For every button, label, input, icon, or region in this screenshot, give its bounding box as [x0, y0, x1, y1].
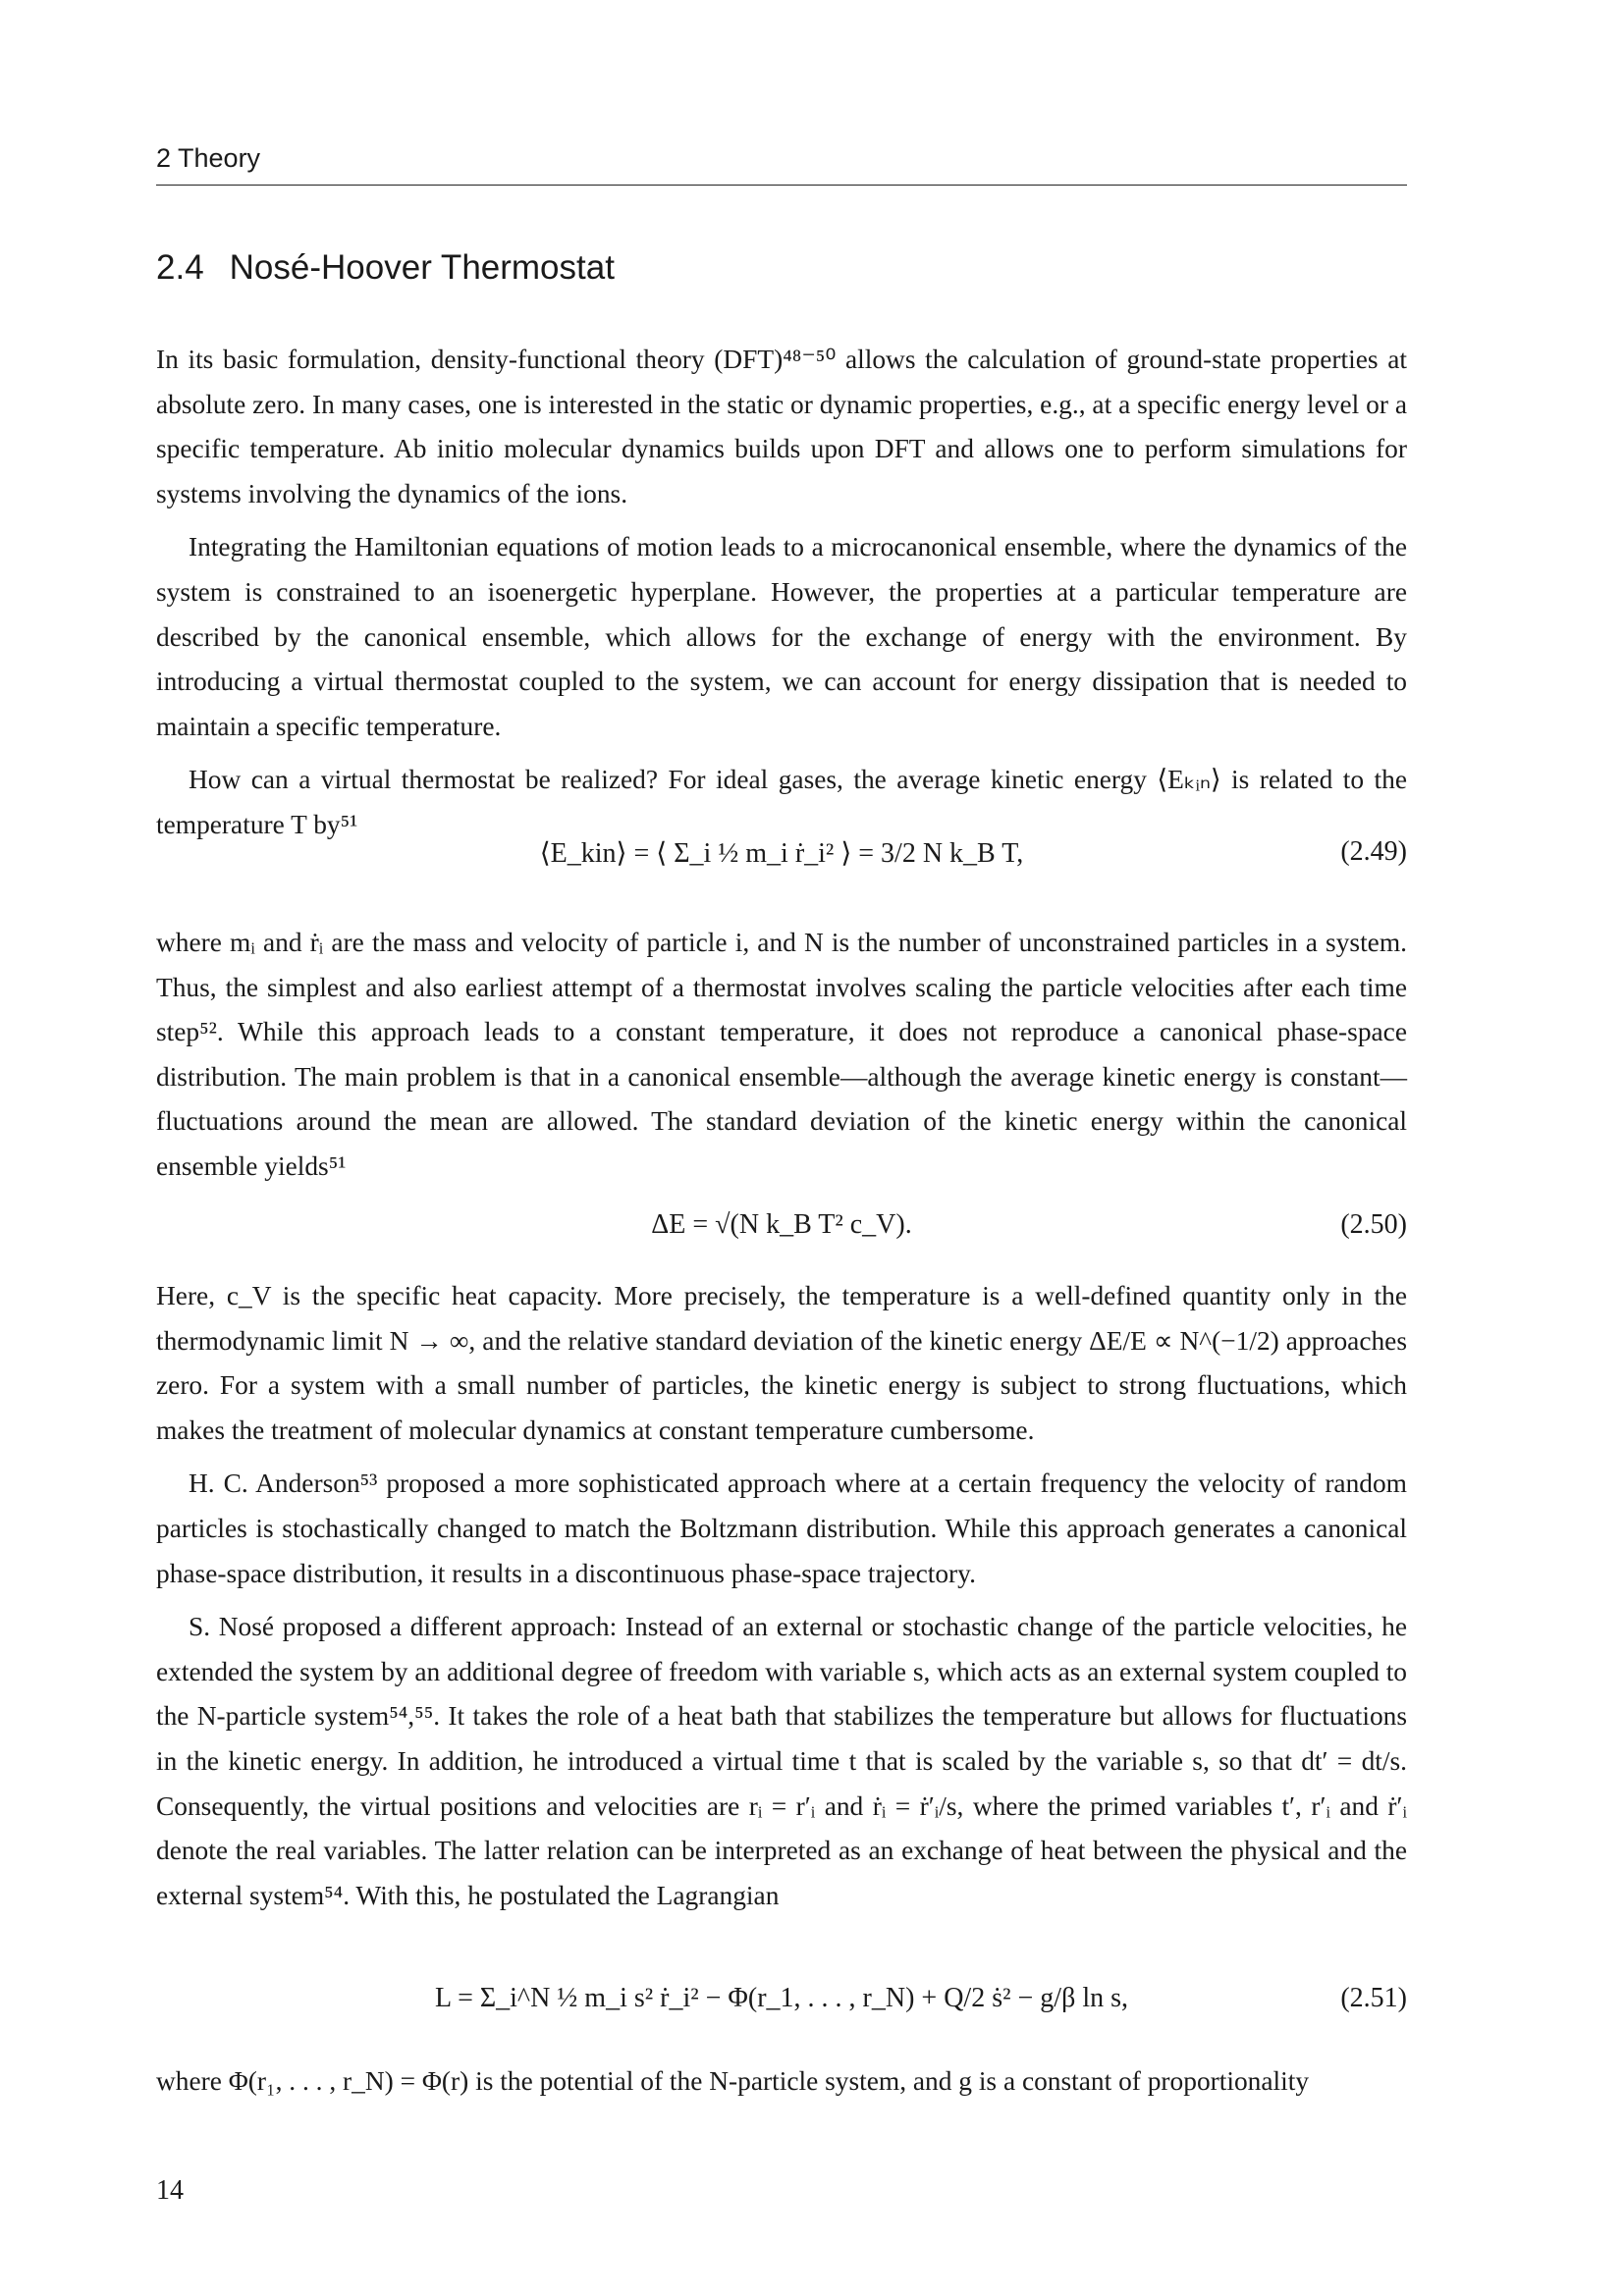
header-rule	[156, 185, 1407, 186]
text-block-1	[156, 338, 1407, 857]
text-block-3	[156, 1274, 1407, 1927]
equation-body: ⟨E_kin⟩ = ⟨ Σ_i ½ m_i ṙ_i² ⟩ = 3/2 N k_B T,	[539, 838, 1024, 869]
equation-label: (2.50)	[1340, 1209, 1407, 1240]
equation-label: (2.51)	[1340, 1983, 1407, 2013]
equation-body: ΔE = √(N k_B T² c_V).	[651, 1209, 912, 1240]
paragraph-8: where Φ(r₁, . . . , r_N) = Φ(r) is the potential of the N-particle system, and g is a constant of proportionality	[156, 2066, 1310, 2096]
running-header: 2 Theory	[156, 143, 261, 173]
paragraph-4: where mᵢ and ṙᵢ are the mass and velocity of particle i, and N is the number of unconstrained particles in a system. Thus, the simplest and also earliest attempt of a thermostat involves scaling the particle velocities after each time step⁵². While this approach leads to a constant temperature, it does not reproduce a canonical phase-space distribution. The main problem is that in a canonical ensemble—although the average kinetic energy is constant—fluctuations around the mean are allowed. The standard deviation of the kinetic energy within the canonical ensemble yields⁵¹	[156, 928, 1407, 1181]
equation-label: (2.49)	[1340, 836, 1407, 867]
paragraph-6: H. C. Anderson⁵³ proposed a more sophisticated approach where at a certain frequency the velocity of random particles is stochastically changed to match the Boltzmann distribution. While this approach generates a canonical phase-space distribution, it results in a discontinuous phase-space trajectory.	[156, 1468, 1407, 1588]
paragraph-3: How can a virtual thermostat be realized? For ideal gases, the average kinetic energy ⟨Eₖᵢₙ⟩ is related to the temperature T by⁵¹	[156, 765, 1407, 839]
paragraph-1: In its basic formulation, density-functional theory (DFT)⁴⁸⁻⁵⁰ allows the calculation of ground-state properties at absolute zero. In many cases, one is interested in the static or dynamic properties, e.g., at a specific energy level or a specific temperature. Ab initio molecular dynamics builds upon DFT and allows one to perform simulations for systems involving the dynamics of the ions.	[156, 345, 1407, 508]
paragraph-2: Integrating the Hamiltonian equations of motion leads to a microcanonical ensemble, where the dynamics of the system is constrained to an isoenergetic hyperplane. However, the properties at a particular temperature are described by the canonical ensemble, which allows for the exchange of energy with the environment. By introducing a virtual thermostat coupled to the system, we can account for energy dissipation that is needed to maintain a specific temperature.	[156, 532, 1407, 741]
text-block-4	[156, 2059, 1407, 2113]
equation-body: L = Σ_i^N ½ m_i s² ṙ_i² − Φ(r_1, . . . , r_N) + Q/2 ṡ² − g/β ln s,	[435, 1983, 1128, 2013]
text-block-2	[156, 921, 1407, 1199]
equation-2-50	[156, 1209, 1407, 1268]
section-heading	[156, 248, 615, 288]
paragraph-5: Here, c_V is the specific heat capacity. More precisely, the temperature is a well-defined quantity only in the thermodynamic limit N → ∞, and the relative standard deviation of the kinetic energy ΔE/E ∝ N^(−1/2) approaches zero. For a system with a small number of particles, the kinetic energy is subject to strong fluctuations, which makes the treatment of molecular dynamics at constant temperature cumbersome.	[156, 1281, 1407, 1445]
section-number: 2.4	[156, 248, 204, 287]
paragraph-7: S. Nosé proposed a different approach: Instead of an external or stochastic change of the particle velocities, he extended the system by an additional degree of freedom with variable s, which acts as an external system coupled to the N-particle system⁵⁴,⁵⁵. It takes the role of a heat bath that stabilizes the temperature but allows for fluctuations in the kinetic energy. In addition, he introduced a virtual time t that is scaled by the variable s, so that dt′ = dt/s. Consequently, the virtual positions and velocities are rᵢ = r′ᵢ and ṙᵢ = ṙ′ᵢ/s, where the primed variables t′, r′ᵢ and ṙ′ᵢ denote the real variables. The latter relation can be interpreted as an exchange of heat between the physical and the external system⁵⁴. With this, he postulated the Lagrangian	[156, 1612, 1407, 1910]
section-title: Nosé-Hoover Thermostat	[229, 248, 615, 287]
equation-2-51	[156, 1983, 1407, 2042]
equation-2-49	[156, 836, 1407, 895]
page-number: 14	[156, 2175, 184, 2206]
